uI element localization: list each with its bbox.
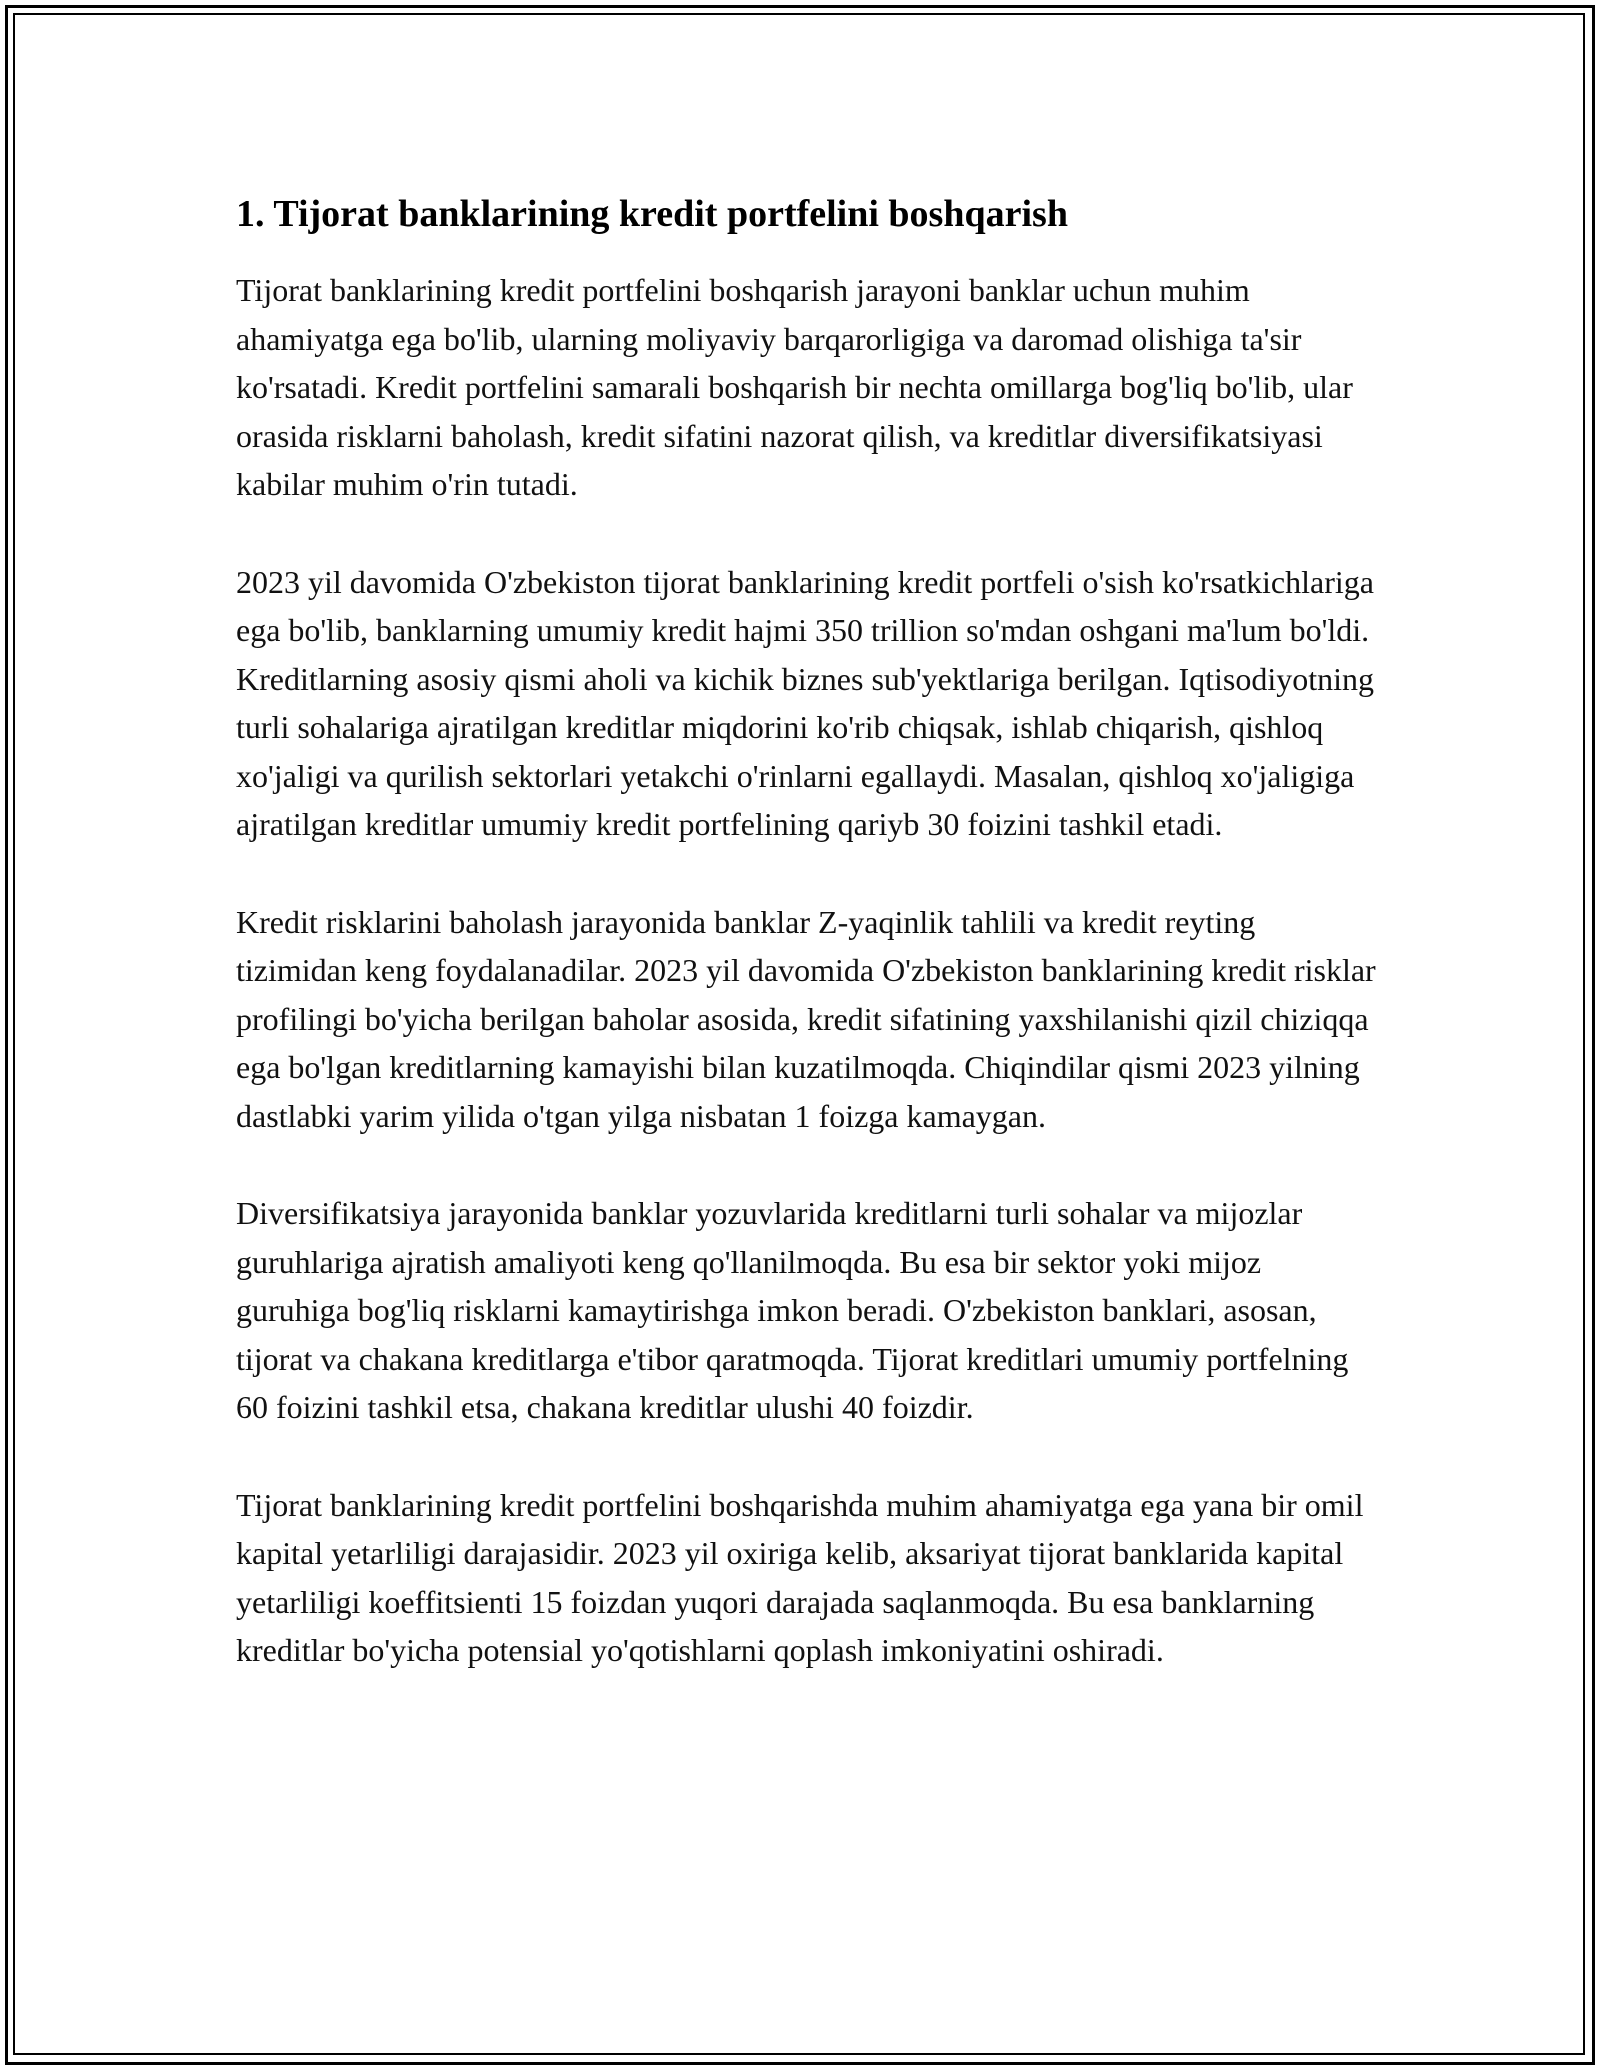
paragraph-intro: Tijorat banklarining kredit portfelini boshqarish jarayoni banklar uchun muhim ahamiyatga ega bo'lib, ularning moliyaviy barqarorligiga va daromad olishiga ta'sir ko'rsatadi. Kredit portfelini samarali boshqarish bir nechta omillarga bog'liq bo'lib, ular orasida risklarni baholash, kredit sifatini nazorat qilish, va kreditlar diversifikatsiyasi kabilar muhim o'rin tutadi. (236, 272, 1353, 502)
paragraph-capital-adequacy: Tijorat banklarining kredit portfelini boshqarishda muhim ahamiyatga ega yana bir omil kapital yetarliligi darajasidir. 2023 yil oxiriga kelib, aksariyat tijorat banklarida kapital yetarliligi koeffitsienti 15 foizdan yuqori darajada saqlanmoqda. Bu esa banklarning kreditlar bo'yicha potensial yo'qotishlarni qoplash imkoniyatini oshiradi. (236, 1486, 1364, 1668)
document-body (236, 186, 1376, 1675)
section-heading: 1. Tijorat banklarining kredit portfelini boshqarish (236, 193, 1068, 235)
paragraph-credit-risk: Kredit risklarini baholash jarayonida banklar Z-yaqinlik tahlili va kredit reyting tizimidan keng foydalanadilar. 2023 yil davomida O'zbekiston banklarining kredit risklar profilingi bo'yicha berilgan baholar asosida, kredit sifatining yaxshilanishi qizil chiziqqa ega bo'lgan kreditlarning kamayishi bilan kuzatilmoqda. Chiqindilar qismi 2023 yilning dastlabki yarim yilida o'tgan yilga nisbatan 1 foizga kamaygan. (236, 903, 1376, 1134)
paragraph-diversification: Diversifikatsiya jarayonida banklar yozuvlarida kreditlarni turli sohalar va mijozlar guruhlariga ajratish amaliyoti keng qo'llanilmoqda. Bu esa bir sektor yoki mijoz guruhiga bog'liq risklarni kamaytirishga imkon beradi. O'zbekiston banklari, asosan, tijorat va chakana kreditlarga e'tibor qaratmoqda. Tijorat kreditlari umumiy portfelning 60 foizini tashkil etsa, chakana kreditlar ulushi 40 foizdir. (236, 1195, 1349, 1425)
paragraph-portfolio-growth: 2023 yil davomida O'zbekiston tijorat banklarining kredit portfeli o'sish ko'rsatkichlariga ega bo'lib, banklarning umumiy kredit hajmi 350 trillion so'mdan oshgani ma'lum bo'ldi. Kreditlarning asosiy qismi aholi va kichik biznes sub'yektlariga berilgan. Iqtisodiyotning turli sohalariga ajratilgan kreditlar miqdorini ko'rib chiqsak, ishlab chiqarish, qishloq xo'jaligi va qurilish sektorlari yetakchi o'rinlarni egallaydi. Masalan, qishloq xo'jaligiga ajratilgan kreditlar umumiy kredit portfelining qariyb 30 foizini tashkil etadi. (236, 563, 1374, 842)
